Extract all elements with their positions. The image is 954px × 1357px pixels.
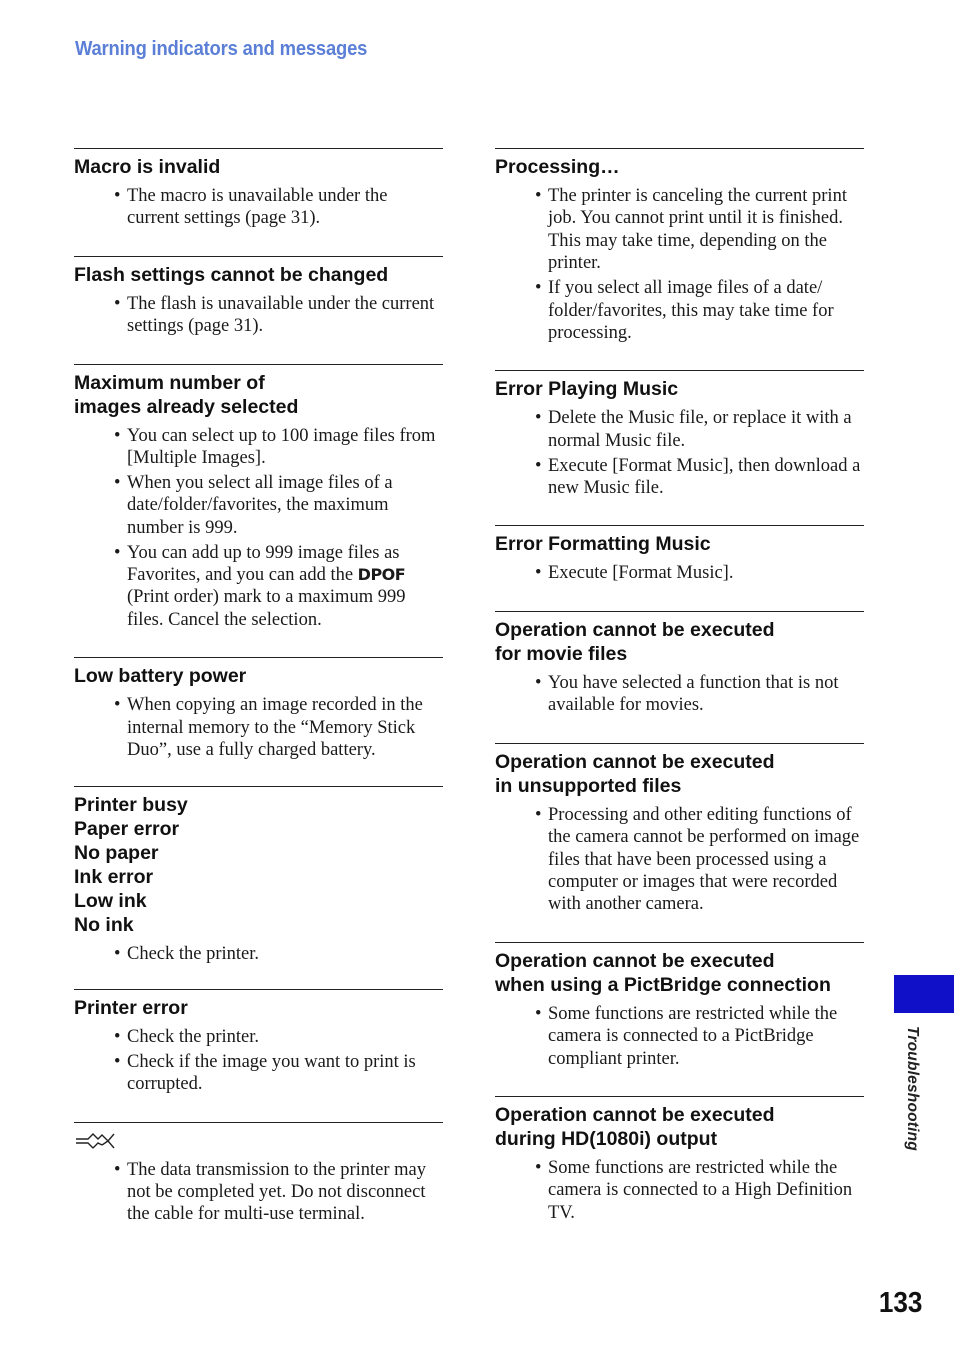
section-title xyxy=(74,263,443,287)
section-title-line: Operation cannot be executed xyxy=(495,949,775,972)
section-title-line: No paper xyxy=(74,841,159,864)
chapter-tab xyxy=(894,975,954,1013)
bullet-item: • The macro is unavailable under the current settings (page 31). xyxy=(114,185,443,230)
bullet-item: • Some functions are restricted while the camera is connected to a High Definition TV. xyxy=(535,1157,864,1224)
section-title xyxy=(74,996,443,1020)
bullet-list xyxy=(495,562,864,584)
page-number: 133 xyxy=(878,1287,922,1319)
bullet-list xyxy=(495,1003,864,1070)
bullet-list xyxy=(74,425,443,632)
section-title xyxy=(495,1103,864,1151)
bullet-list xyxy=(74,293,443,338)
bullet-list xyxy=(495,672,864,717)
chapter-label: Troubleshooting xyxy=(904,1026,921,1151)
bullet-item: • The flash is unavailable under the current settings (page 31). xyxy=(114,293,443,338)
section-title xyxy=(74,664,443,688)
bullet-list xyxy=(495,407,864,499)
section-title xyxy=(495,949,864,997)
section-unsupported xyxy=(495,743,864,916)
section-title xyxy=(74,155,443,179)
section-title xyxy=(74,793,443,937)
section-errformat xyxy=(495,525,864,584)
bullet-item: • You can select up to 100 image files from [Multiple Images]. xyxy=(114,425,443,470)
section-printererror xyxy=(74,989,443,1096)
bullet-list xyxy=(74,943,443,965)
bullet-item: • When you select all image files of a date/folder/favorites, the maximum number is 999. xyxy=(114,472,443,539)
section-title-line: when using a PictBridge connection xyxy=(495,973,831,996)
bullet-list xyxy=(495,1157,864,1224)
section-title-line: No ink xyxy=(74,913,134,936)
section-title-line: Macro is invalid xyxy=(74,156,221,178)
section-title-line: Ink error xyxy=(74,865,154,888)
section-title-line: Operation cannot be executed xyxy=(495,618,775,641)
section-errplay xyxy=(495,370,864,499)
transfer-icon xyxy=(74,1129,118,1153)
bullet-list xyxy=(74,1159,443,1226)
bullet-item: • Execute [Format Music], then download a new Music file. xyxy=(535,455,864,500)
section-title-line: Error Playing Music xyxy=(495,378,679,401)
section-title-line: Paper error xyxy=(74,817,180,840)
section-title-line: Operation cannot be executed xyxy=(495,750,775,773)
section-title xyxy=(495,377,864,401)
section-title-line: in unsupported files xyxy=(495,774,682,797)
section-title-line: Error Formatting Music xyxy=(495,533,711,556)
section-printerbusy xyxy=(74,786,443,965)
section-title-line: Low ink xyxy=(74,889,147,912)
section-title-line: Operation cannot be executed xyxy=(495,1103,775,1126)
bullet-item: • Check the printer. xyxy=(114,943,443,965)
section-title-line: Printer busy xyxy=(74,793,188,816)
section-title-line: for movie files xyxy=(495,642,628,665)
dpof-mark-icon: DPOF xyxy=(357,565,406,585)
bullet-list xyxy=(495,185,864,344)
left-column xyxy=(74,148,443,1228)
section-hd xyxy=(495,1096,864,1224)
section-title-line: during HD(1080i) output xyxy=(495,1127,718,1150)
section-processing xyxy=(495,148,864,344)
section-macro xyxy=(74,148,443,230)
section-header: Warning indicators and messages xyxy=(75,38,368,60)
bullet-item: • You have selected a function that is not available for movies. xyxy=(535,672,864,717)
section-title xyxy=(74,371,443,419)
bullet-item: • Delete the Music file, or replace it with a normal Music file. xyxy=(535,407,864,452)
section-movie xyxy=(495,611,864,717)
bullet-text: (Print order) mark to a maximum 999 files. Cancel the selection. xyxy=(127,587,406,630)
section-title xyxy=(495,750,864,798)
section-flash xyxy=(74,256,443,338)
section-lowbat xyxy=(74,657,443,761)
bullet-item: • The data transmission to the printer may not be completed yet. Do not disconnect the cable for multi-use terminal. xyxy=(114,1159,443,1226)
bullet-list xyxy=(74,185,443,230)
right-column xyxy=(495,148,864,1227)
bullet-list xyxy=(495,804,864,916)
section-title-line: images already selected xyxy=(74,395,299,418)
section-title-line: Maximum number of xyxy=(74,371,265,394)
section-title xyxy=(495,618,864,666)
section-title-line: Low battery power xyxy=(74,665,247,688)
section-title-line: Processing… xyxy=(495,156,620,178)
bullet-list xyxy=(74,694,443,761)
bullet-item: • When copying an image recorded in the internal memory to the “Memory Stick Duo”, use a fully charged battery. xyxy=(114,694,443,761)
bullet-item xyxy=(114,542,443,632)
bullet-item: • If you select all image files of a date/ folder/favorites, this may take time for processing. xyxy=(535,277,864,344)
section-title-line: Flash settings cannot be changed xyxy=(74,263,389,286)
bullet-item: • The printer is canceling the current print job. You cannot print until it is finished. This may take time, depending on the printer. xyxy=(535,185,864,275)
section-transfer xyxy=(74,1122,443,1226)
bullet-item: • Processing and other editing functions of the camera cannot be performed on image files that have been processed using a computer or images that were recorded with another camera. xyxy=(535,804,864,916)
bullet-item: • Some functions are restricted while the camera is connected to a PictBridge compliant printer. xyxy=(535,1003,864,1070)
bullet-list xyxy=(74,1026,443,1096)
section-title xyxy=(495,155,864,179)
section-title-line: Printer error xyxy=(74,996,188,1019)
bullet-text: You can add up to 999 image files as Favorites, and you can add the xyxy=(127,542,400,586)
section-title xyxy=(495,532,864,556)
bullet-item: • Check the printer. xyxy=(114,1026,443,1048)
section-pictbridge xyxy=(495,942,864,1070)
bullet-item: • Check if the image you want to print is corrupted. xyxy=(114,1051,443,1096)
bullet-item: • Execute [Format Music]. xyxy=(535,562,864,584)
section-maxnum xyxy=(74,364,443,632)
